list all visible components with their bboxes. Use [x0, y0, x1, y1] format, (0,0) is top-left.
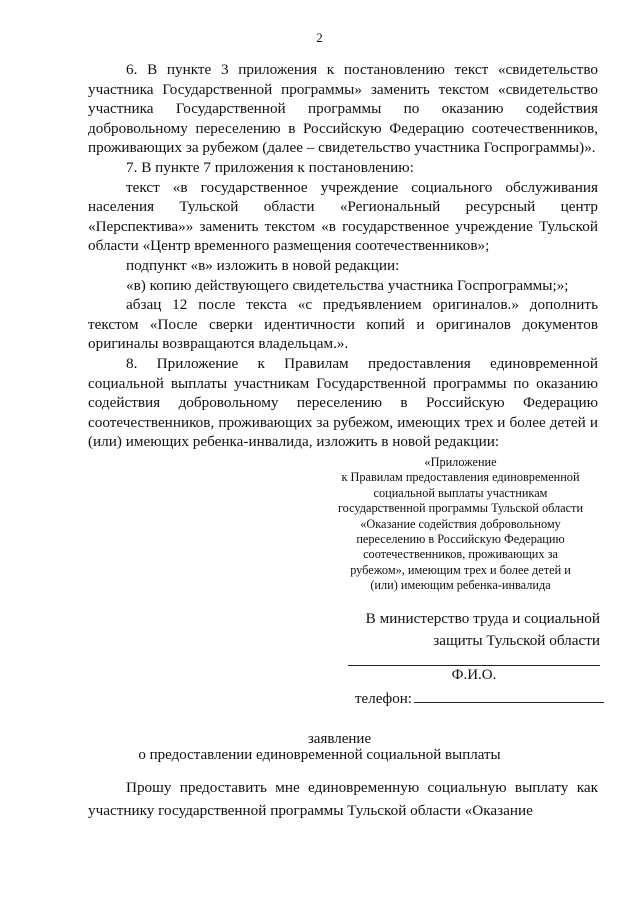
statement-paragraph: Прошу предоставить мне единовременную социальную выплату как участнику государственной программы Тульской области «Оказание: [88, 779, 598, 819]
fio-label: Ф.И.О.: [451, 667, 497, 683]
statement-body: [88, 776, 598, 822]
phone-blank-line: [414, 688, 604, 703]
appendix-line: (или) имеющим ребенка-инвалида: [370, 578, 551, 593]
appendix-line: государственной программы Тульской области: [337, 501, 584, 516]
paragraph-8: 8. Приложение к Правилам предоставления единовременной социальной выплаты участникам Государственной программы по оказанию содействия добровольному переселению в Российскую Федерацию соотечественников, проживающих за рубежом, имеющих трех и более детей и (или) имеющих ребенка-инвалида, изложить в новой редакции:: [88, 354, 598, 451]
paragraph-7-subitem: подпункт «в» изложить в новой редакции:: [126, 256, 400, 274]
addressee-line-1: В министерство труда и социальной: [365, 610, 600, 627]
paragraph-7: 7. В пункте 7 приложения к постановлению:: [126, 158, 414, 176]
amendments-body: [88, 60, 598, 452]
appendix-line: «Оказание содействия добровольному: [360, 516, 561, 531]
appendix-line: соотечественников, проживающих за: [363, 547, 558, 562]
appendix-line: рубежом», имеющим трех и более детей и: [350, 562, 571, 577]
statement-subtitle: о предоставлении единовременной социальной выплаты: [138, 747, 501, 763]
page-number: 2: [316, 30, 323, 45]
paragraph-7-subitem-text: «в) копию действующего свидетельства участника Госпрограммы;»;: [126, 276, 569, 294]
paragraph-7-text: текст «в государственное учреждение социального обслуживания населения Тульской области «Региональный ресурсный центр «Перспектива»» заменить текстом «в государственное учреждение Тульской области «Центр временного размещения соотечественников»;: [88, 178, 598, 255]
paragraph-6: 6. В пункте 3 приложения к постановлению текст «свидетельство участника Государственной программы» заменить текстом «свидетельство участника Государственной программы по оказанию содействия добровольному переселению в Российскую Федерацию соотечественников, проживающих за рубежом (далее – свидетельство участника Госпрограммы)».: [88, 61, 598, 157]
fio-blank-line: [348, 665, 600, 666]
appendix-line: переселению в Российскую Федерацию: [356, 532, 565, 547]
appendix-header: [318, 455, 603, 594]
appendix-line: к Правилам предоставления единовременной: [341, 470, 580, 485]
statement-title: заявление: [307, 731, 372, 747]
appendix-line: «Приложение: [424, 455, 497, 469]
phone-field: [355, 688, 604, 708]
phone-label: телефон:: [355, 691, 412, 707]
addressee-block: [300, 608, 600, 652]
appendix-line: социальной выплаты участникам: [373, 485, 548, 500]
addressee-line-2: защиты Тульской области: [433, 632, 600, 649]
paragraph-7-abzac: абзац 12 после текста «с предъявлением оригиналов.» дополнить текстом «После сверки идентичности копий и оригиналов документов оригиналы возвращаются владельцам.».: [88, 296, 598, 353]
